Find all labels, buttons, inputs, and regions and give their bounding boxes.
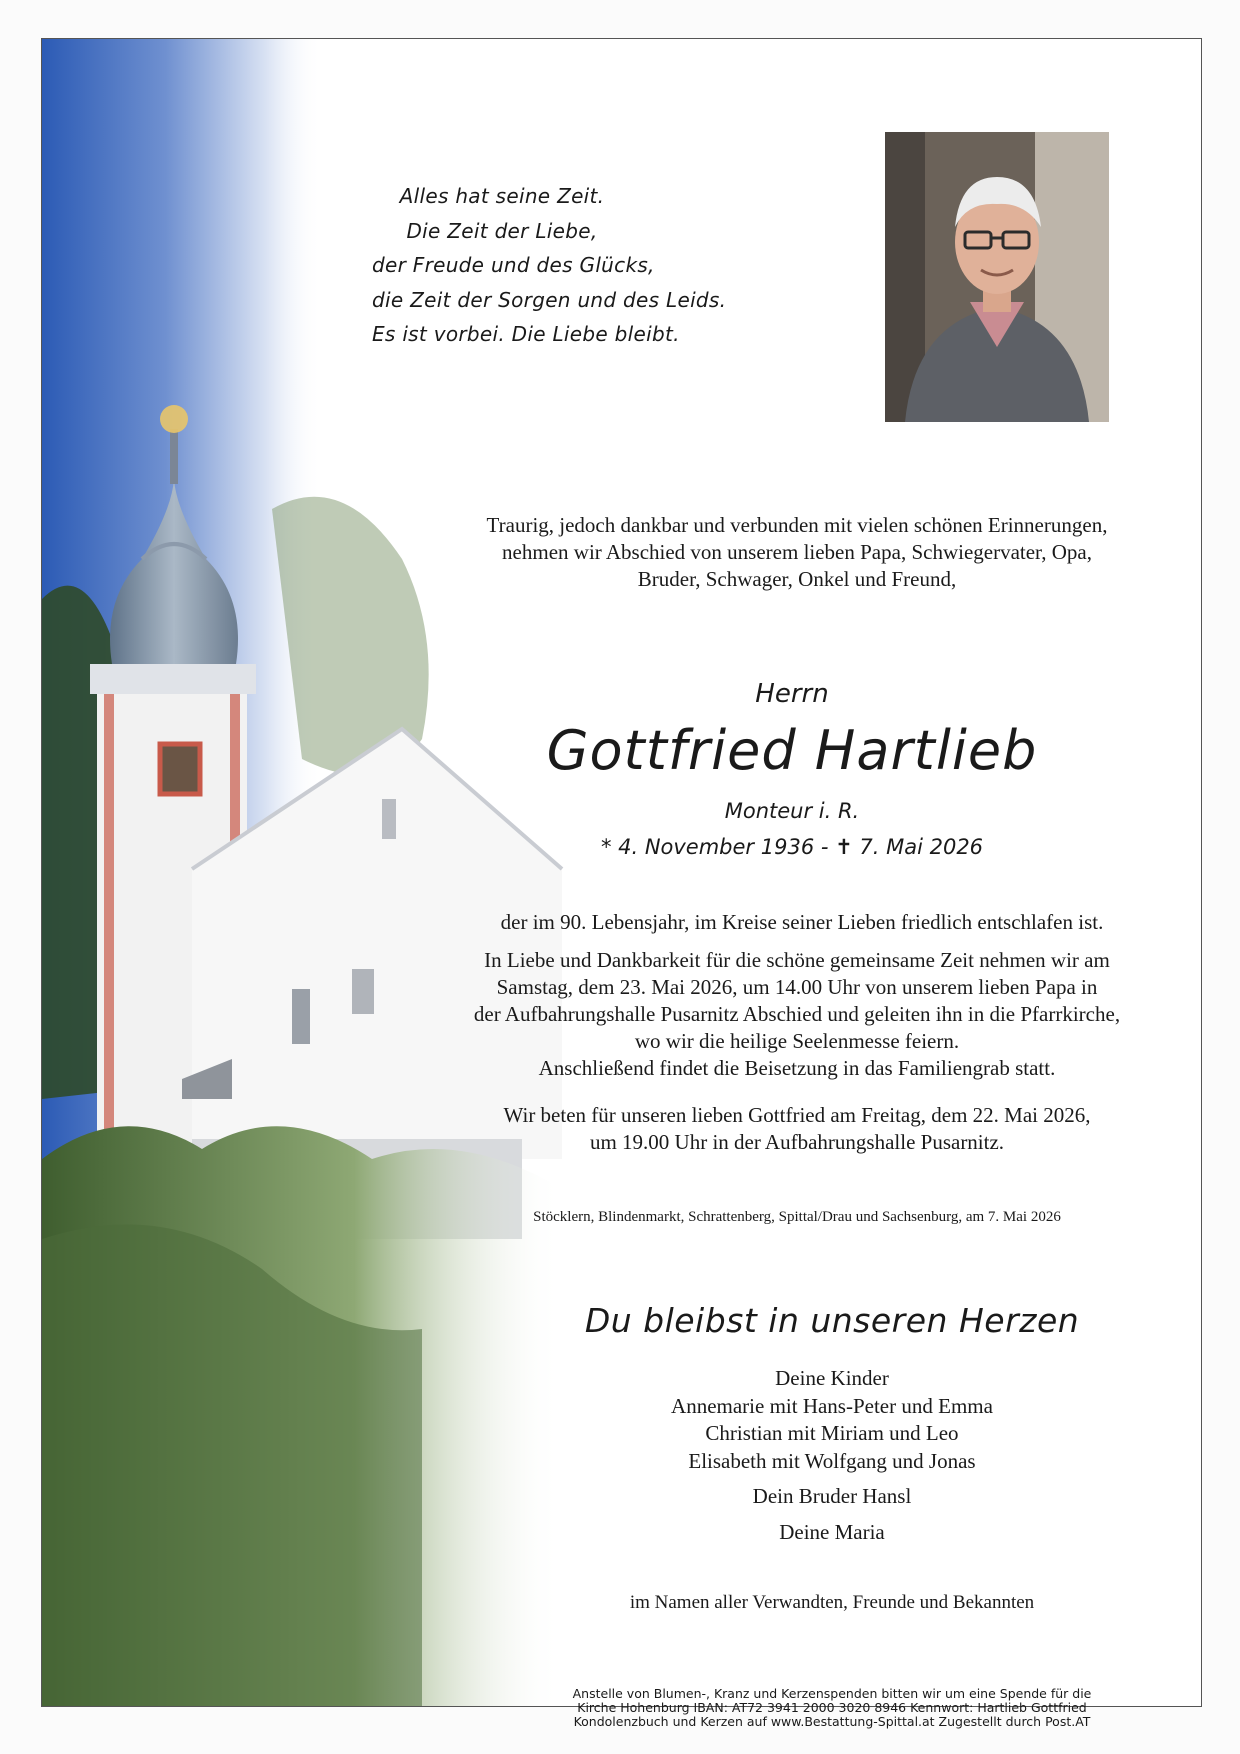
footer-line: Anstelle von Blumen-, Kranz und Kerzenspenden bitten wir um eine Spende für die	[572, 1686, 1092, 1701]
quote-line: Es ist vorbei. Die Liebe bleibt.	[372, 322, 680, 346]
quote-line: Alles hat seine Zeit.	[399, 184, 605, 208]
prayer-text	[382, 1102, 1212, 1156]
ceremony-line: In Liebe und Dankbarkeit für die schöne gemeinsame Zeit nehmen wir am	[484, 948, 1110, 972]
prayer-line: Wir beten für unseren lieben Gottfried am Freitag, dem 22. Mai 2026,	[503, 1103, 1091, 1127]
passing-text: der im 90. Lebensjahr, im Kreise seiner Lieben friedlich entschlafen ist.	[500, 910, 1104, 934]
family-member: Christian mit Miriam und Leo	[705, 1421, 959, 1445]
ceremony-line: Samstag, dem 23. Mai 2026, um 14.00 Uhr von unserem lieben Papa in	[496, 975, 1098, 999]
place-and-date: Stöcklern, Blindenmarkt, Schrattenberg, Spittal/Drau und Sachsenburg, am 7. Mai 2026	[533, 1209, 1061, 1225]
partner: Deine Maria	[779, 1519, 885, 1544]
footer-note	[462, 1687, 1202, 1729]
ceremony-line: der Aufbahrungshalle Pusarnitz Abschied und geleiten ihn in die Pfarrkirche,	[473, 1002, 1121, 1026]
occupation: Monteur i. R.	[724, 799, 860, 823]
family-member: Elisabeth mit Wolfgang und Jonas	[688, 1448, 976, 1473]
obituary-sheet	[41, 38, 1202, 1729]
honorific: Herrn	[755, 679, 829, 709]
memorial-heading: Du bleibst in unseren Herzen	[584, 1301, 1080, 1340]
intro-line: Bruder, Schwager, Onkel und Freund,	[637, 567, 957, 591]
quote-line: Die Zeit der Liebe,	[406, 218, 598, 243]
quote-line: der Freude und des Glücks,	[372, 253, 655, 277]
family-list	[512, 1365, 1152, 1546]
intro-line: Traurig, jedoch dankbar und verbunden mit vielen schönen Erinnerungen,	[486, 513, 1108, 537]
deceased-name: Gottfried Hartlieb	[546, 719, 1038, 782]
intro-line: nehmen wir Abschied von unserem lieben Papa, Schwiegervater, Opa,	[502, 540, 1092, 564]
footer-line: Kirche Hohenburg IBAN: AT72 3941 2000 3020 8946 Kennwort: Hartlieb Gottfried	[577, 1700, 1087, 1715]
life-dates: * 4. November 1936 - ✝ 7. Mai 2026	[600, 835, 984, 859]
ceremony-text	[382, 947, 1212, 1082]
brother: Dein Bruder Hansl	[752, 1484, 912, 1508]
children-title: Deine Kinder	[775, 1366, 889, 1390]
family-member: Annemarie mit Hans-Peter und Emma	[671, 1393, 993, 1418]
prayer-line: um 19.00 Uhr in der Aufbahrungshalle Pusarnitz.	[589, 1130, 1005, 1154]
epitaph-quote	[372, 179, 727, 352]
relatives-line: im Namen aller Verwandten, Freunde und Bekannten	[629, 1592, 1035, 1613]
intro-text	[382, 512, 1212, 593]
footer-line: Kondolenzbuch und Kerzen auf www.Bestattung-Spittal.at Zugestellt durch Post.AT	[573, 1714, 1091, 1729]
quote-line: die Zeit der Sorgen und des Leids.	[372, 287, 727, 312]
ceremony-line: wo wir die heilige Seelenmesse feiern.	[634, 1029, 960, 1053]
portrait-photo	[885, 132, 1109, 422]
ceremony-line: Anschließend findet die Beisetzung in das Familiengrab statt.	[538, 1056, 1056, 1080]
